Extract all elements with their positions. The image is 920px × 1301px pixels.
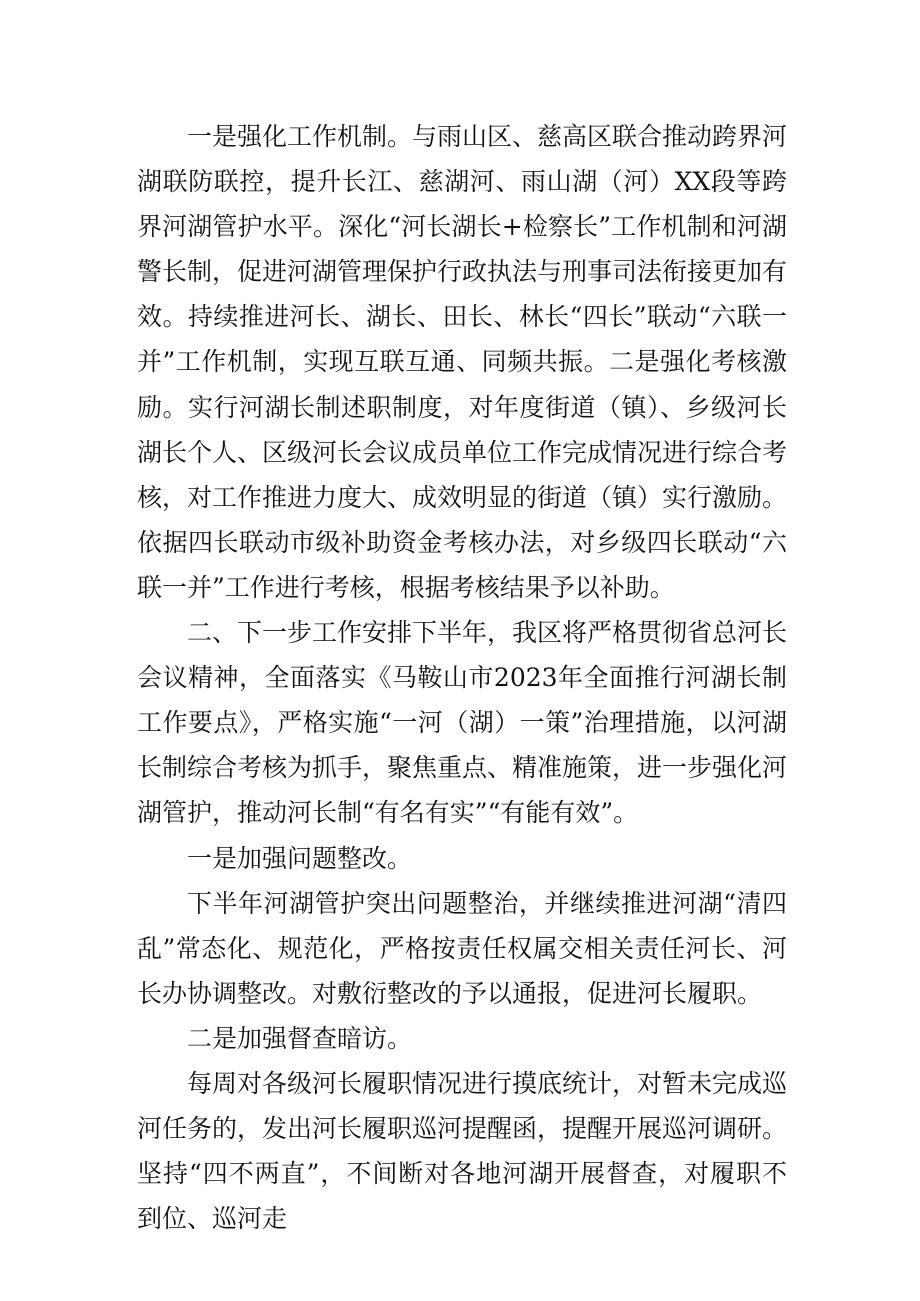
paragraph-rectification: 下半年河湖管护突出问题整治，并继续推进河湖“清四乱”常态化、规范化，严格按责任权属交相关责任河长、河长办协调整改。对敷衍整改的予以通报，促进河长履职。: [137, 888, 787, 1008]
paragraph-next-step-plan: 二、下一步工作安排下半年，我区将严格贯彻省总河长会议精神，全面落实《马鞍山市2023年全面推行河湖长制工作要点》，严格实施“一河（湖）一策”治理措施，以河湖长制综合考核为抓手，聚焦重点、精准施策，进一步强化河湖管护，推动河长制“有名有实”“有能有效”。: [137, 618, 788, 828]
paragraph-work-mechanism: 一是强化工作机制。与雨山区、慈高区联合推动跨界河湖联防联控，提升长江、慈湖河、雨山湖（河）XX段等跨界河湖管护水平。深化“河长湖长+检察长”工作机制和河湖警长制，促进河湖管理保护行政执法与刑事司法衔接更加有效。持续推进河长、湖长、田长、林长“四长”联动“六联一并”工作机制，实现互联互通、同频共振。二是强化考核激励。实行河湖长制述职制度，对年度街道（镇）、乡级河长湖长个人、区级河长会议成员单位工作完成情况进行综合考核，对工作推进力度大、成效明显的街道（镇）实行激励。依据四长联动市级补助资金考核办法，对乡级四长联动“六联一并”工作进行考核，根据考核结果予以补助。: [137, 122, 788, 602]
paragraph-heading-rectification: 一是加强问题整改。: [187, 843, 413, 873]
document-body: [137, 114, 787, 1241]
paragraph-heading-inspection: 二是加强督查暗访。: [187, 1023, 413, 1053]
paragraph-inspection: 每周对各级河长履职情况进行摸底统计，对暂未完成巡河任务的，发出河长履职巡河提醒函，提醒开展巡河调研。坚持“四不两直”，不间断对各地河湖开展督查，对履职不到位、巡河走: [137, 1068, 788, 1234]
